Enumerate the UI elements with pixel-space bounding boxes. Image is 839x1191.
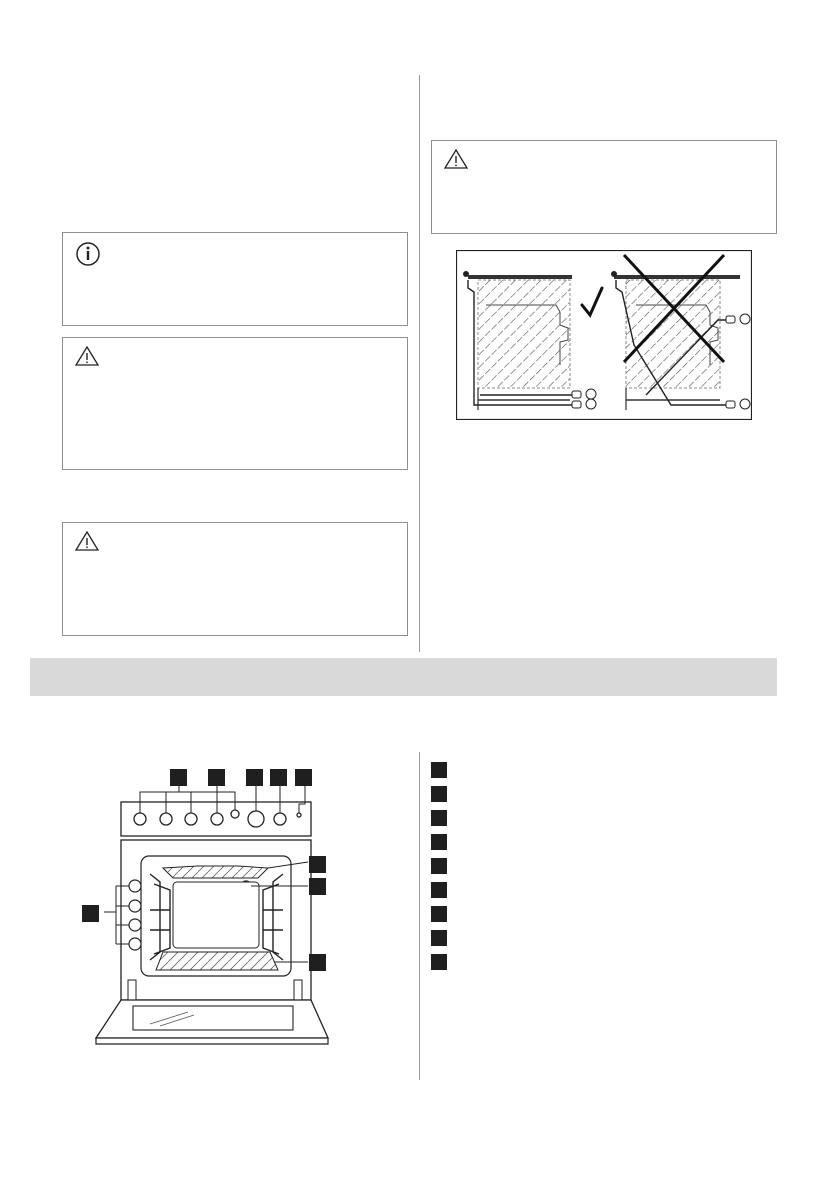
warning-box-2 [62,522,408,636]
legend-item-2 [431,786,447,802]
warning-icon [75,346,99,366]
column-divider-bottom [419,752,420,1080]
section-header-bar [30,658,777,696]
warning-icon [75,531,99,551]
callout-4 [270,769,287,786]
warning-box-right [431,140,777,234]
legend-item-3 [431,810,447,826]
callout-8 [309,954,326,971]
legend-item-8 [431,930,447,946]
callout-2 [208,769,225,786]
legend-item-1 [431,762,447,778]
legend-item-6 [431,882,447,898]
column-divider-top [419,75,420,652]
legend-item-9 [431,954,447,970]
product-description-figure [78,762,378,1052]
callout-1 [170,769,187,786]
warning-icon [444,149,468,169]
info-box [62,232,408,326]
callout-7 [309,878,326,895]
callout-5 [295,769,312,786]
warning-box-1 [62,337,408,470]
callout-3 [246,769,263,786]
legend-item-5 [431,858,447,874]
legend-item-4 [431,834,447,850]
callout-9 [82,905,99,922]
info-icon [75,241,101,267]
installation-figure [456,250,752,420]
callout-6 [309,856,326,873]
legend-item-7 [431,906,447,922]
